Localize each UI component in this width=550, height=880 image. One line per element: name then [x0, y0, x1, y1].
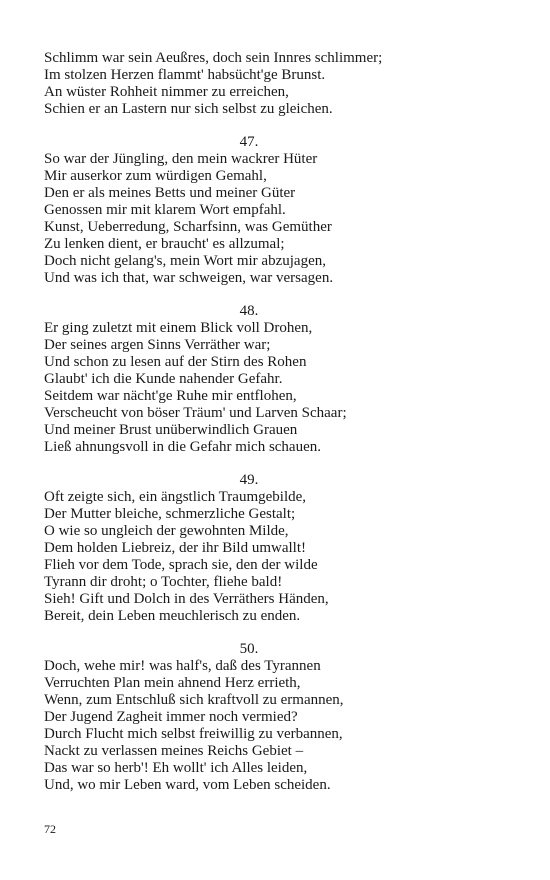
verse-line: Der Jugend Zagheit immer noch vermied? — [44, 709, 298, 725]
verse-line: Den er als meines Betts und meiner Güter — [44, 185, 296, 201]
verse-line: Der seines argen Sinns Verräther war; — [44, 337, 271, 353]
verse-line: Er ging zuletzt mit einem Blick voll Drohen, — [44, 320, 313, 336]
verse-line: Und schon zu lesen auf der Stirn des Rohen — [44, 354, 307, 370]
verse-line: Der Mutter bleiche, schmerzliche Gestalt; — [44, 506, 296, 522]
verse-line: Verruchten Plan mein ahnend Herz errieth, — [44, 675, 301, 691]
verse-line: Schlimm war sein Aeußres, doch sein Innres schlimmer; — [44, 50, 383, 66]
verse-line: Im stolzen Herzen flammt' habsücht'ge Brunst. — [44, 67, 326, 83]
verse-line: An wüster Rohheit nimmer zu erreichen, — [44, 84, 289, 100]
verse-line: Kunst, Ueberredung, Scharfsinn, was Gemüther — [44, 219, 332, 235]
verse-line: Sieh! Gift und Dolch in des Verräthers Händen, — [44, 591, 329, 607]
stanza-number: 47. — [239, 134, 259, 150]
verse-line: Wenn, zum Entschluß sich kraftvoll zu ermannen, — [44, 692, 344, 708]
stanza-number: 48. — [239, 303, 259, 319]
verse-line: Ließ ahnungsvoll in die Gefahr mich schauen. — [44, 439, 322, 455]
page-number: 72 — [44, 822, 56, 836]
stanza — [44, 472, 454, 625]
verse-line: O wie so ungleich der gewohnten Milde, — [44, 523, 289, 539]
verse-line: Doch nicht gelang's, mein Wort mir abzujagen, — [44, 253, 326, 269]
stanza-number: 50. — [239, 641, 259, 657]
verse-line: Verscheucht von böser Träum' und Larven Schaar; — [44, 405, 347, 421]
verse-line: Genossen mir mit klarem Wort empfahl. — [44, 202, 286, 218]
stanza — [44, 134, 454, 287]
verse-line: Zu lenken dient, er braucht' es allzumal; — [44, 236, 285, 252]
verse-line: Seitdem war nächt'ge Ruhe mir entflohen, — [44, 388, 297, 404]
verse-line: Bereit, dein Leben meuchlerisch zu enden. — [44, 608, 301, 624]
verse-line: Doch, wehe mir! was half's, daß des Tyrannen — [44, 658, 321, 674]
verse-line: Nackt zu verlassen meines Reichs Gebiet – — [44, 743, 304, 759]
verse-line: Flieh vor dem Tode, sprach sie, den der wilde — [44, 557, 318, 573]
verse-line: Das war so herb'! Eh wollt' ich Alles leiden, — [44, 760, 308, 776]
stanza — [44, 50, 454, 118]
stanza-number: 49. — [239, 472, 259, 488]
verse-line: Und, wo mir Leben ward, vom Leben scheiden. — [44, 777, 331, 793]
verse-line: So war der Jüngling, den mein wackrer Hüter — [44, 151, 318, 167]
verse-line: Und meiner Brust unüberwindlich Grauen — [44, 422, 298, 438]
verse-line: Tyrann dir droht; o Tochter, fliehe bald! — [44, 574, 283, 590]
verse-line: Durch Flucht mich selbst freiwillig zu verbannen, — [44, 726, 343, 742]
verse-line: Oft zeigte sich, ein ängstlich Traumgebilde, — [44, 489, 307, 505]
stanza — [44, 641, 454, 794]
verse-line: Glaubt' ich die Kunde nahender Gefahr. — [44, 371, 283, 387]
verse-line: Mir auserkor zum würdigen Gemahl, — [44, 168, 267, 184]
verse-line: Dem holden Liebreiz, der ihr Bild umwallt! — [44, 540, 307, 556]
verse-line: Schien er an Lastern nur sich selbst zu gleichen. — [44, 101, 333, 117]
stanza — [44, 303, 454, 456]
verse-line: Und was ich that, war schweigen, war versagen. — [44, 270, 334, 286]
poem-text — [44, 50, 454, 794]
